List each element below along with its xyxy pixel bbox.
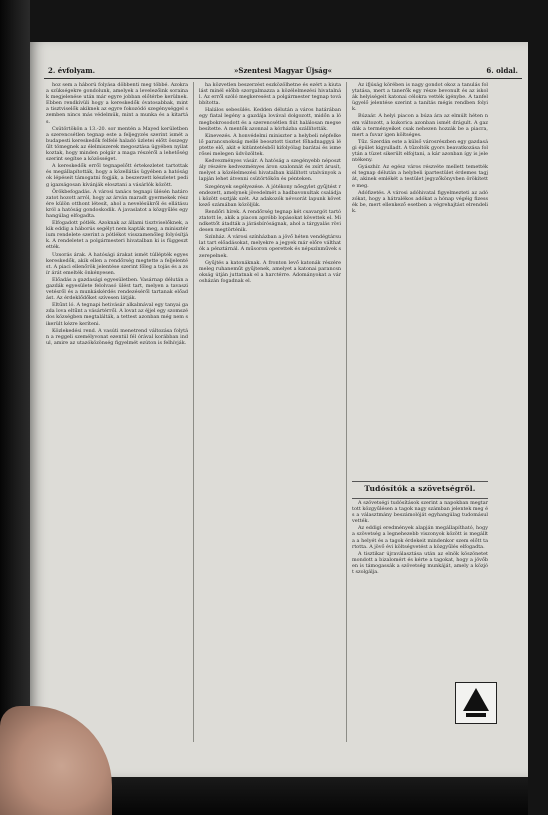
- paragraph: Az ifjúság körében is nagy gondot okoz a tanulás folytatása, mert a tanerők egy része bevonult és az iskolák helyiségeit katonai célokra vették igénybe. A tanfelügyelő jelentése szerint a tanítás mégis rendben folyik.: [352, 82, 488, 113]
- paragraph: Örökbefogadás. A városi tanács tegnapi ülésén határozatot hozott arról, hogy az árván maradt gyermekek részére külön otthont létesít, ahol a nevelésükről és ellátásukról a hatóság gondoskodik. A javaslatot a közgyűlés egyhangúlag elfogadta.: [46, 188, 188, 219]
- column-middle: [199, 82, 341, 742]
- paragraph: Csütörtökön a 13.-20. sor mentén a Mayed kerületben a szerencsétlen tegnap este a feljegyzés szerint ismét a budapesti kereskedők felfelé haladó üzletei előtt összegyűlt tömegnek az élelmiszerek megosztása ügyében nyilatkoztak, hogy minden polgár a maga részéről a lehetőség szerint segítse a közösséget.: [46, 125, 188, 163]
- paragraph: A kereskedők erről tegnapelőtt értekezletet tartottak és megállapították, hogy a közellátás ügyében a hatóságok lépéseit támogatni fogják, a beszerzett készletet pedig igazságosan kívánják elosztani a vásárlók között.: [46, 163, 188, 188]
- paragraph: Rendőri hírek. A rendőrség tegnap két csavargót tartóztatott le, akik a piacon apróbb lopásokat követtek el. Mindkettőt átadták a járásbíróságnak, ahol a tárgyalás rövidesen megtörténik.: [199, 208, 341, 234]
- page-header: [48, 66, 518, 78]
- header-rule: [44, 78, 522, 79]
- column-divider: [346, 82, 347, 742]
- paragraph: Halálos sebesülés. Kedden délután a város határában egy fiatal legény a gazdája lovával dolgozott, midőn a ló megbokrosodott és a szerencsétlen fiút halálosan megsebesítette. A mentők azonnal a kórházba szállították.: [199, 107, 341, 132]
- paragraph: Gyűjtés a katonáknak. A fronton levő katonák részére meleg ruhaneműt gyűjtenek, amelyet a katonai parancsnokság útján juttatnak el a harctérre. Adományokat a városházán fogadnak el.: [199, 259, 341, 284]
- paragraph: A tisztikar újraválasztása után az elnök köszönetet mondott a bizalomért és kérte a tagokat, hogy a jövőben is támogassák a szövetség munkáját, amely a közjót szolgálja.: [352, 550, 488, 576]
- paragraph: A szövetségi tudósítások szerint a napokban megtartott közgyűlésen a tagok nagy számban jelentek meg és a választmány beszámolóját egyhangúlag tudomásul vették.: [352, 500, 488, 525]
- book-binding: [0, 0, 30, 815]
- paragraph: hoz sem a háború folyása döbbenti meg többé. Azokra a szükségekre gondolunk, amelyek a levelezőink sorainak megjelenése után már egyre jobban előtérbe kerülnek. Ebben rendkívüli hogy a kereskedők óvatosabbak, mint a tisztviselők akiknek az egyre fokozódó szegénységgel szemben nincs más védelmük, mint a munka és a kitartás.: [46, 82, 188, 125]
- paragraph: Tűz. Szerdán este a külső városrészben egy gazdasági épület kigyulladt. A tűzoltók gyors beavatkozása folytán a tüzet sikerült elfojtani, a kár azonban így is jelentékeny.: [352, 138, 488, 164]
- section-title: Tudósítók a szövetségről.: [364, 484, 476, 493]
- paragraph: Szegények segélyezése. A jótékony nőegylet gyűjtést rendezett, amelynek jövedelmét a hadbavonultak családjai között osztják szét. Az adakozók névsorát lapunk következő számában közöljük.: [199, 183, 341, 208]
- paragraph: Kedvezményes vásár. A hatóság a szegényebb néposztály részére kedvezményes áron szalonnát és zsírt árusít, melyet a közélelmezési hivatalban kiállított utalványok alapján lehet átvenni csütörtökön és pénteken.: [199, 158, 341, 183]
- column-right-top: [352, 82, 488, 477]
- paragraph: Előadás a gazdasági egyesületben. Vasárnap délután a gazdák egyesülete felolvasó ülést tart, melyen a tavaszi vetésről és a munkáskérdés rendezéséről tartanak előadást. Az érdeklődőket szívesen látják.: [46, 276, 188, 302]
- paragraph: Kinevezés. A honvédelmi miniszter a helybeli népfelkelő parancsnokság mellé beosztott tisztet főhadnaggyá léptette elő, akit e kitüntetésből kifolyólag barátai és ismerősei melegen üdvözöltek.: [199, 132, 341, 158]
- column-left: [46, 82, 188, 742]
- archive-logo-icon: [455, 682, 497, 724]
- paragraph: Az eddigi eredmények alapján megállapítható, hogy a szövetség a legnehezebb viszonyok között is megállta a helyét és a tagok érdekeit mindenkor szem előtt tartotta. A jövő évi költségvetést a közgyűlés elfogadta.: [352, 525, 488, 550]
- page-volume: 2. évfolyam.: [48, 66, 96, 75]
- paragraph: Színház. A városi színházban a jövő héten vendégtársulat tart előadásokat, melyekre a jegyek már előre válthatók a pénztárnál. A műsoron operettek és népszínművek szerepelnek.: [199, 234, 341, 259]
- paragraph: Elfogadott pótlék. Azoknak az állami tisztviselőknek, akik eddig a háborús segélyt nem kapták meg, a minisztérium rendelete szerint a pótlékot visszamenőleg folyósítják. A rendeletet a polgármesteri hivatalban ki is függesztették.: [46, 220, 188, 251]
- paragraph: Közlekedési rend. A vasúti menetrend változása folytán a reggeli személyvonat ezentúl fél órával korábban indul, amire az utazóközönség figyelmét ezúton is felhívják.: [46, 327, 188, 346]
- paragraph: ha közvetlen beszerzést eszközölhetne és ezért a kiutalást minél előbb szorgalmazza a közélelmezési hivatalnál. Az erről szóló megkeresést a polgármester tegnap továbbította.: [199, 82, 341, 107]
- page-number: 6. oldal.: [486, 66, 518, 75]
- paragraph: Adófizetés. A városi adóhivatal figyelmezteti az adózókat, hogy a hátralékos adókat a hónap végéig fizessék be, mert ellenkező esetben a végrehajtást elrendelik.: [352, 189, 488, 214]
- paragraph: Búzaár. A helyi piacon a búza ára az elmúlt héten nem változott, a kukorica azonban ismét drágult. A gazdák a terményeiket csak nehezen hozzák be a piacra, mert a fuvar igen költséges.: [352, 113, 488, 138]
- newspaper-title: »Szentesi Magyar Újság«: [234, 66, 332, 75]
- paragraph: Eltűnt ló. A tegnapi hetivásár alkalmával egy tanyai gazda lova eltűnt a vásártérről. A lovat az éjjel egy szomszédos községben megtalálták, a tettest azonban még nem sikerült kézre keríteni.: [46, 302, 188, 327]
- paragraph: Gyászhír. Az egész város részvéte mellett temették el tegnap délután a helybeli ipartestület érdemes tagját, akinek emlékét a testület jegyzőkönyvben örökítette meg.: [352, 164, 488, 189]
- paragraph: Uzsorás árak. A hatósági árakat ismét túllépték egyes kereskedők, akik ellen a rendőrség megtette a feljelentést. A piaci ellenőrök jelentése szerint főleg a tojás és a zsír árát emelték önkényesen.: [46, 251, 188, 276]
- column-divider: [193, 82, 194, 742]
